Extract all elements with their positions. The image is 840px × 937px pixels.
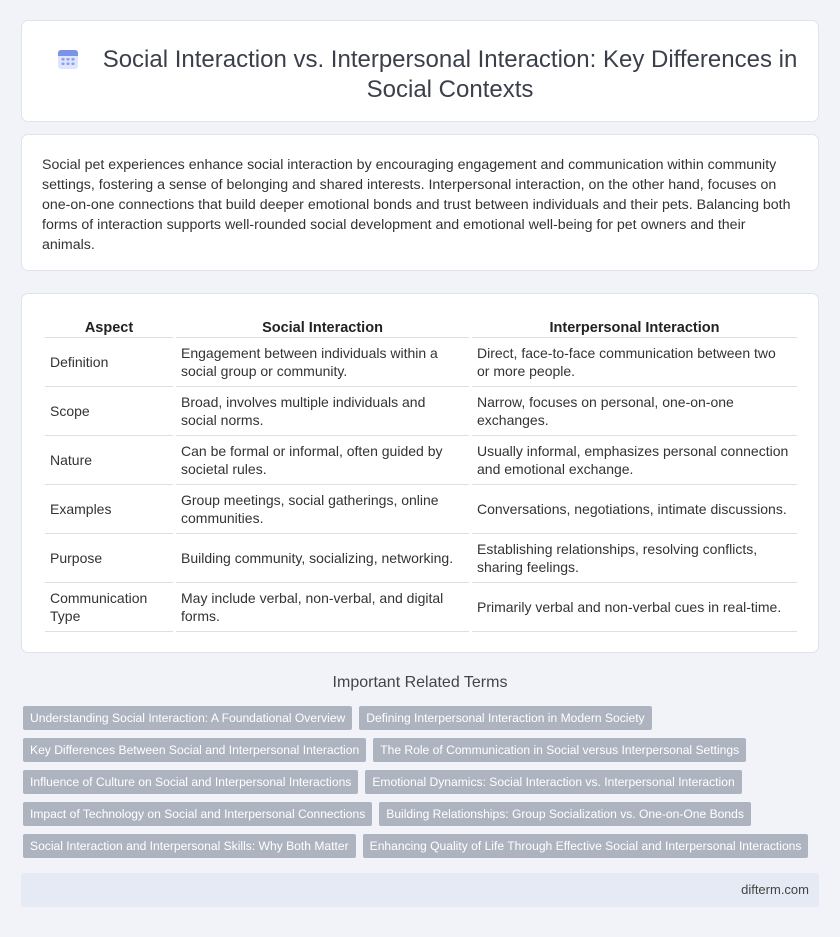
header-interpersonal-interaction: Interpersonal Interaction	[472, 316, 797, 338]
tag-row	[23, 706, 823, 738]
related-term-tag[interactable]: Social Interaction and Interpersonal Skills: Why Both Matter	[23, 834, 356, 858]
related-term-tag[interactable]: Influence of Culture on Social and Interpersonal Interactions	[23, 770, 358, 794]
related-term-tag[interactable]: Key Differences Between Social and Interpersonal Interaction	[23, 738, 366, 762]
social-cell: Engagement between individuals within a social group or community.	[176, 338, 469, 387]
interpersonal-cell: Primarily verbal and non-verbal cues in real-time.	[472, 583, 797, 632]
page-title: Social Interaction vs. Interpersonal Interaction: Key Differences in Social Contexts	[102, 46, 798, 103]
related-term-tag[interactable]: Enhancing Quality of Life Through Effective Social and Interpersonal Interactions	[363, 834, 809, 858]
table-row	[45, 436, 797, 485]
comparison-card	[21, 293, 819, 653]
aspect-cell: Purpose	[45, 534, 173, 583]
table-row	[45, 485, 797, 534]
aspect-cell: Definition	[45, 338, 173, 387]
intro-paragraph: Social pet experiences enhance social interaction by encouraging engagement and communication within community settings, fostering a sense of belonging and shared interests. Interpersonal interaction, on the other hand, focuses on one-on-one connections that build deeper emotional bonds and trust between individuals and their pets. Balancing both forms of interaction supports well-rounded social development and emotional well-being for pet owners and their animals.	[42, 157, 791, 253]
social-cell: Broad, involves multiple individuals and social norms.	[176, 387, 469, 436]
aspect-cell: Examples	[45, 485, 173, 534]
social-cell: Building community, socializing, networking.	[176, 534, 469, 583]
comparison-table	[42, 316, 800, 632]
table-header-row	[45, 316, 797, 338]
header-social-interaction: Social Interaction	[176, 316, 469, 338]
social-cell: May include verbal, non-verbal, and digital forms.	[176, 583, 469, 632]
interpersonal-cell: Narrow, focuses on personal, one-on-one exchanges.	[472, 387, 797, 436]
header-aspect: Aspect	[45, 316, 173, 338]
tag-row	[23, 770, 823, 802]
related-term-tag[interactable]: Building Relationships: Group Socialization vs. One-on-One Bonds	[379, 802, 751, 826]
related-term-tag[interactable]: Impact of Technology on Social and Interpersonal Connections	[23, 802, 372, 826]
interpersonal-cell: Establishing relationships, resolving conflicts, sharing feelings.	[472, 534, 797, 583]
related-term-tag[interactable]: Defining Interpersonal Interaction in Modern Society	[359, 706, 651, 730]
calendar-icon	[56, 47, 80, 71]
aspect-cell: Communication Type	[45, 583, 173, 632]
interpersonal-cell: Direct, face-to-face communication between two or more people.	[472, 338, 797, 387]
table-row	[45, 338, 797, 387]
aspect-cell: Nature	[45, 436, 173, 485]
intro-card	[21, 134, 819, 271]
tag-row	[23, 834, 823, 866]
title-card	[21, 20, 819, 122]
tag-row	[23, 802, 823, 834]
related-term-tag[interactable]: Emotional Dynamics: Social Interaction vs. Interpersonal Interaction	[365, 770, 741, 794]
footer-brand[interactable]: difterm.com	[741, 882, 809, 897]
related-term-tag[interactable]: Understanding Social Interaction: A Foundational Overview	[23, 706, 352, 730]
interpersonal-cell: Usually informal, emphasizes personal connection and emotional exchange.	[472, 436, 797, 485]
aspect-cell: Scope	[45, 387, 173, 436]
table-row	[45, 387, 797, 436]
related-terms-list	[23, 706, 823, 866]
interpersonal-cell: Conversations, negotiations, intimate discussions.	[472, 485, 797, 534]
tag-row	[23, 738, 823, 770]
table-row	[45, 583, 797, 632]
social-cell: Can be formal or informal, often guided by societal rules.	[176, 436, 469, 485]
related-term-tag[interactable]: The Role of Communication in Social versus Interpersonal Settings	[373, 738, 746, 762]
social-cell: Group meetings, social gatherings, online communities.	[176, 485, 469, 534]
footer	[21, 873, 819, 907]
related-terms-title: Important Related Terms	[332, 674, 508, 691]
table-row	[45, 534, 797, 583]
